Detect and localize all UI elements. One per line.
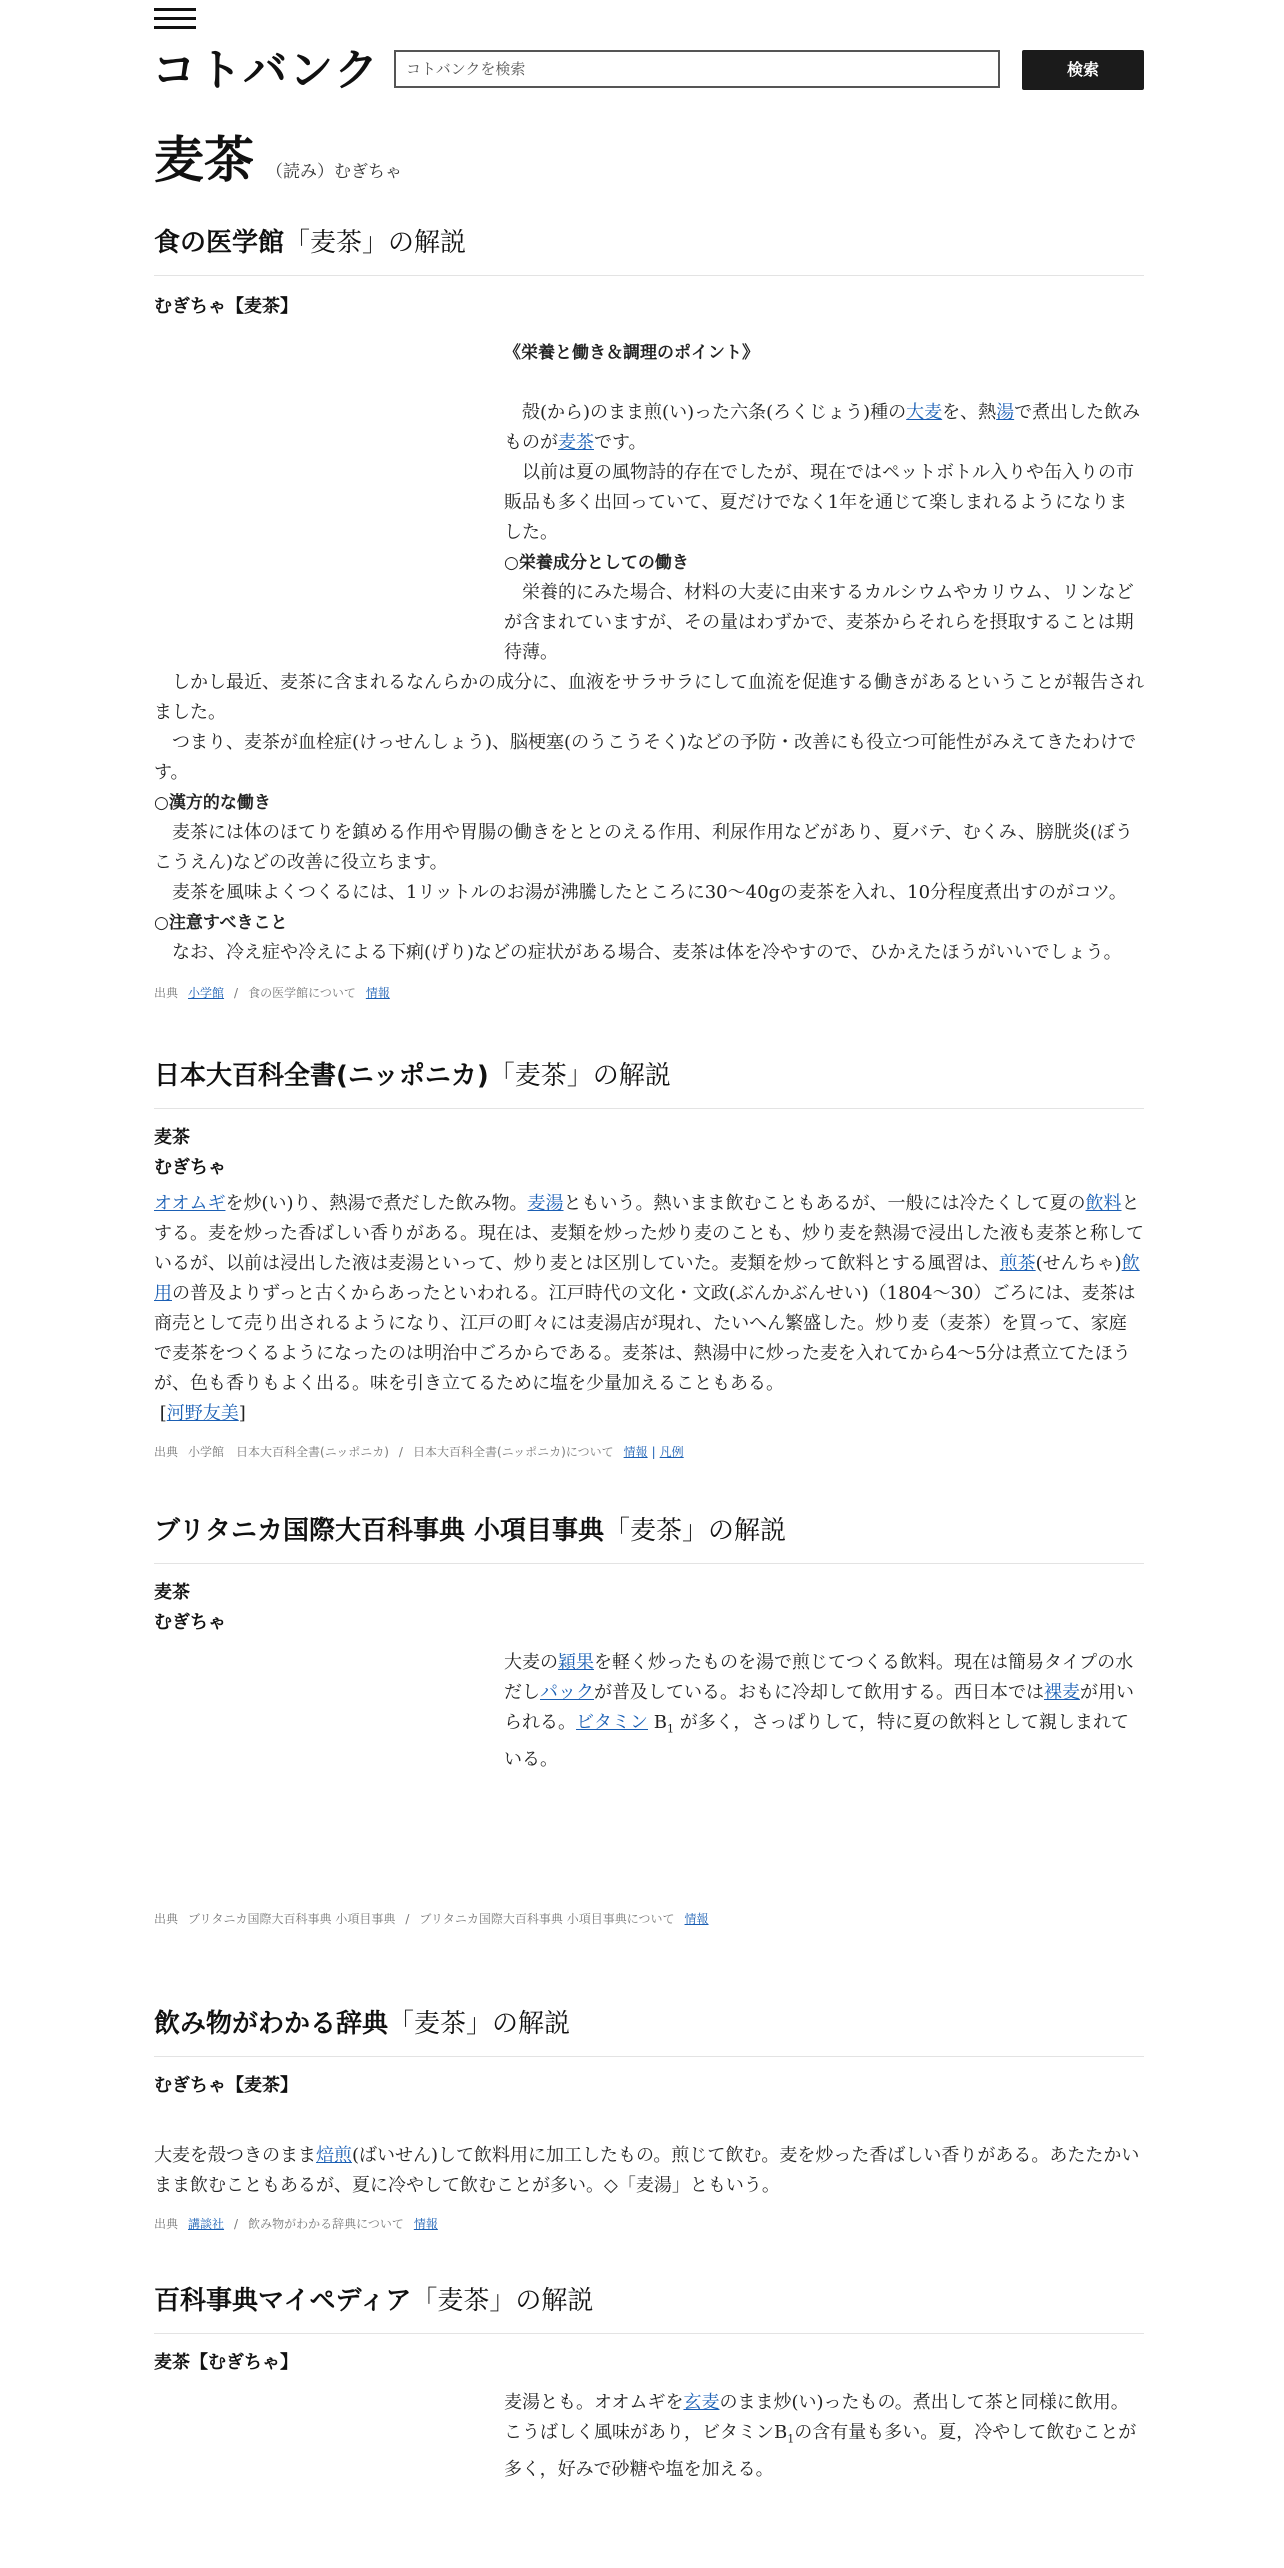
paragraph: 麦茶には体のほてりを鎮める作用や胃腸の働きをととのえる作用、利尿作用などがあり、夏バテ、むくみ、膀胱炎(ぼうこうえん)などの改善に役立ちます。 xyxy=(154,822,1133,873)
section-nipponica xyxy=(154,1055,1144,1460)
link-mugiyu[interactable]: 麦湯 xyxy=(527,1193,564,1214)
source-info-link[interactable]: 情報 xyxy=(413,2217,438,2231)
source-line: 出典 小学館 日本大百科全書(ニッポニカ) / 日本大百科全書(ニッポニカ)について 情報 | 凡例 xyxy=(154,1445,684,1459)
paragraph: 麦茶を風味よくつくるには、1リットルのお湯が沸騰したところに30～40gの麦茶を入れ、10分程度煮出すのがコツ。 xyxy=(154,882,1127,903)
section-title: 百科事典マイペディア「麦茶」の解説 xyxy=(154,2280,1144,2334)
source-line: 出典 ブリタニカ国際大百科事典 小項目事典 / ブリタニカ国際大百科事典 小項目事典について 情報 xyxy=(154,1912,709,1926)
source-line: 出典 講談社 / 飲み物がわかる辞典について 情報 xyxy=(154,2217,438,2231)
link-hadakamugi[interactable]: 裸麦 xyxy=(1044,1682,1080,1703)
headword-reading: むぎちゃ xyxy=(154,1157,226,1178)
paragraph: 大麦を殻つきのまま焙煎(ばいせん)して飲料用に加工したもの。煎じて飲む。麦を炒った香ばしい香りがある。あたたかいまま飲むこともあるが、夏に冷やして飲むことが多い。◇「麦湯」ともいう。 xyxy=(154,2145,1140,2196)
heading-nutrition: ○栄養成分としての働き xyxy=(504,553,689,573)
headword: 麦茶【むぎちゃ】 xyxy=(154,2352,298,2373)
headword: 麦茶 xyxy=(154,1127,190,1148)
section-title: ブリタニカ国際大百科事典 小項目事典「麦茶」の解説 xyxy=(154,1510,1144,1564)
source-info-link[interactable]: 情報 xyxy=(623,1445,648,1459)
link-yu[interactable]: 湯 xyxy=(996,402,1015,423)
link-vitamin[interactable]: ビタミン xyxy=(576,1712,648,1733)
section-body xyxy=(154,338,1144,968)
source-legend-link[interactable]: 凡例 xyxy=(659,1445,684,1459)
search-input[interactable]: コトバンクを検索 xyxy=(394,50,1000,88)
source-info-link[interactable]: 情報 xyxy=(684,1912,709,1926)
paragraph: オオムギを炒(い)り、熱湯で煮だした飲み物。麦湯ともいう。熱いまま飲むこともあるが、一般には冷たくして夏の飲料とする。麦を炒った香ばしい香りがある。現在は、麦類を炒った炒り麦のことも、炒り麦を熱湯で浸出した液も麦茶と称しているが、以前は浸出した液は麦湯といって、炒り麦とは区別していた。麦類を炒って飲料とする風習は、煎茶(せんちゃ)飲用の普及よりずっと古くからあったといわれる。江戸時代の文化・文政(ぶんかぶんせい)（1804～30）ごろには、麦茶は商売として売り出されるようになり、江戸の町々には麦湯店が現れ、たいへん繁盛した。炒り麦（麦茶）を買って、家庭で麦茶をつくるようになったのは明治中ごろからである。麦茶は、熱湯中に炒った麦を入れてから4～5分は煮立てたほうが、色も香りもよく出る。味を引き立てるために塩を少量加えることもある。 xyxy=(154,1193,1144,1394)
entry-title: 麦茶 xyxy=(154,131,254,189)
section-mypedia xyxy=(154,2280,1144,2485)
paragraph: 以前は夏の風物詩的存在でしたが、現在ではペットボトル入りや缶入りの市販品も多く出回っていて、夏だけでなく1年を通じて楽しまれるようになりました。 xyxy=(504,462,1134,543)
headword-reading: むぎちゃ xyxy=(154,1612,226,1633)
link-eika[interactable]: 穎果 xyxy=(558,1652,594,1673)
headword: 麦茶 xyxy=(154,1582,190,1603)
paragraph: しかし最近、麦茶に含まれるなんらかの成分に、血液をサラサラにして血流を促進する働きがあるということが報告されました。 xyxy=(154,672,1144,723)
link-mugicha[interactable]: 麦茶 xyxy=(558,432,594,453)
link-inryo[interactable]: 飲料 xyxy=(1085,1193,1122,1214)
page-title xyxy=(154,120,402,192)
section-shoku-igakukan xyxy=(154,222,1144,1001)
link-pack[interactable]: パック xyxy=(540,1682,594,1703)
link-genbaku[interactable]: 玄麦 xyxy=(683,2392,720,2413)
source-info-link[interactable]: 情報 xyxy=(365,986,390,1000)
section-title: 日本大百科全書(ニッポニカ)「麦茶」の解説 xyxy=(154,1055,1144,1109)
paragraph: 殻(から)のまま煎(い)った六条(ろくじょう)種の大麦を、熱湯で煮出した飲みものが麦茶です。 xyxy=(504,402,1141,453)
author-link[interactable]: 河野友美 xyxy=(166,1403,239,1424)
section-title: 食の医学館「麦茶」の解説 xyxy=(154,222,1144,276)
headword: むぎちゃ【麦茶】 xyxy=(154,296,298,317)
entry-reading: （読み）むぎちゃ xyxy=(266,162,402,182)
search-button[interactable]: 検索 xyxy=(1022,50,1144,90)
site-logo[interactable]: コトバンク xyxy=(152,45,381,96)
section-body xyxy=(154,2141,1144,2201)
heading-kampo: ○漢方的な働き xyxy=(154,793,271,813)
sub-heading: 《栄養と働き＆調理のポイント》 xyxy=(504,343,759,363)
paragraph: つまり、麦茶が血栓症(けっせんしょう)、脳梗塞(のうこうそく)などの予防・改善にも役立つ可能性がみえてきたわけです。 xyxy=(154,732,1137,783)
section-body xyxy=(154,1648,1144,1896)
section-britannica xyxy=(154,1510,1144,1927)
paragraph: 麦湯とも。オオムギを玄麦のまま炒(い)ったもの。煮出して茶と同様に飲用。こうばしく風味があり，ビタミン$B_1$の含有量も多い。夏，冷やして飲むことが多く，好みで砂糖や塩を加える。 xyxy=(504,2392,1137,2480)
link-baisen[interactable]: 焙煎 xyxy=(316,2145,352,2166)
paragraph: なお、冷え症や冷えによる下痢(げり)などの症状がある場合、麦茶は体を冷やすので、ひかえたほうがいいでしょう。 xyxy=(154,942,1122,963)
paragraph: 大麦の穎果を軽く炒ったものを湯で煎じてつくる飲料。現在は簡易タイプの水だしパックが普及している。おもに冷却して飲用する。西日本では裸麦が用いられる。ビタミン $B_1$ が多く，さっぱりして，特に夏の飲料として親しまれている。 xyxy=(504,1652,1134,1770)
author-line: [河野友美] xyxy=(154,1403,246,1424)
heading-caution: ○注意すべきこと xyxy=(154,913,288,933)
link-inyo[interactable]: 飲用 xyxy=(154,1253,1140,1304)
link-oomugi[interactable]: オオムギ xyxy=(154,1193,226,1214)
menu-icon[interactable] xyxy=(154,8,196,32)
paragraph: 栄養的にみた場合、材料の大麦に由来するカルシウムやカリウム、リンなどが含まれていますが、その量はわずかで、麦茶からそれらを摂取することは期待薄。 xyxy=(504,582,1134,663)
source-publisher-link[interactable]: 小学館 xyxy=(188,986,225,1000)
section-nomimono-jiten xyxy=(154,2003,1144,2232)
section-body xyxy=(154,2388,1144,2485)
source-line: 出典 小学館 / 食の医学館について 情報 xyxy=(154,986,390,1000)
section-title: 飲み物がわかる辞典「麦茶」の解説 xyxy=(154,2003,1144,2057)
link-sencha[interactable]: 煎茶 xyxy=(999,1253,1036,1274)
headword: むぎちゃ【麦茶】 xyxy=(154,2075,298,2096)
section-body xyxy=(154,1189,1144,1429)
link-omugi[interactable]: 大麦 xyxy=(906,402,943,423)
source-publisher-link[interactable]: 講談社 xyxy=(188,2217,225,2231)
